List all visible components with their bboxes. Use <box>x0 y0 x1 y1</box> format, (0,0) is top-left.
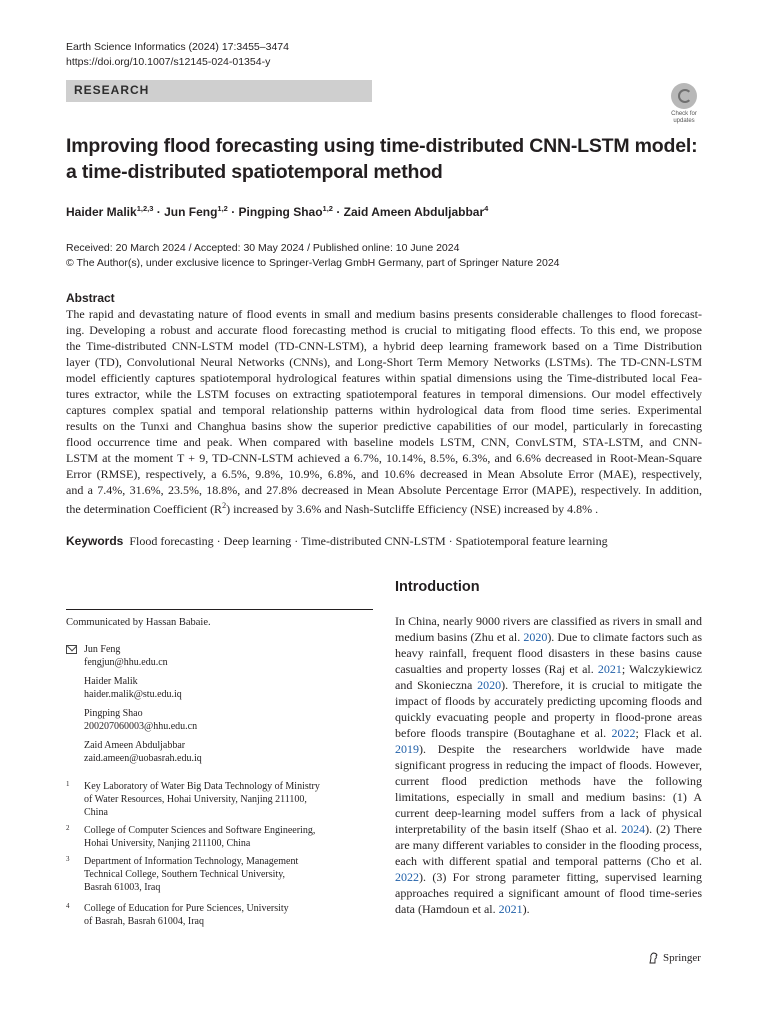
contact-name: Jun Feng <box>84 644 121 655</box>
intro-text-run: ). Due to climate factors such as heavy rainfall, frequent flood disasters in these basins cause casualties and property losses (Raj et al. <box>395 630 702 676</box>
abstract-line: the Time-distributed CNN-LSTM model (TD-CNN-LSTM), a hybrid deep learning framework based on a Time Distribution <box>66 339 702 353</box>
abstract-line: ing. Developing a robust and accurate flood forecasting method is crucial to mitigating flood effects. To this end, we propose <box>66 323 702 337</box>
author-name[interactable]: Jun Feng <box>164 205 218 219</box>
affiliation-line: College of Education for Pure Sciences, University <box>84 903 289 914</box>
citation-link[interactable]: 2022 <box>611 726 636 740</box>
author-name[interactable]: Pingping Shao <box>238 205 323 219</box>
abstract-line: model efficiently captures spatiotemporal hydrological features within spatial dimensions using the Time-distributed local Fea- <box>66 371 702 385</box>
citation-link[interactable]: 2021 <box>597 662 622 676</box>
publisher-name: Springer <box>663 952 701 964</box>
introduction-heading: Introduction <box>395 579 480 595</box>
affiliation-line: of Water Resources, Hohai University, Nanjing 211100, <box>84 794 307 805</box>
section-band <box>66 80 372 102</box>
author-affil-sup: 4 <box>484 204 489 213</box>
intro-text-run: ). Despite the researchers worldwide have made significant progress in reducing the impact of floods. However, current flood prediction methods have the following limitations, especially in small and medium basins: (1) A current deep-learning model suffers from a lack of physical interpretability of the basin itself (Shao et al. <box>395 742 702 836</box>
title-line-1: Improving flood forecasting using time-distributed CNN-LSTM model: <box>66 135 698 157</box>
keywords <box>66 534 608 549</box>
intro-text-run: ; Walczykiewicz and Skonieczna <box>395 662 702 692</box>
citation-link[interactable]: 2024 <box>621 822 646 836</box>
affiliation-line: Hohai University, Nanjing 211100, China <box>84 838 251 849</box>
affiliation-number: 3 <box>66 855 70 863</box>
contact-email[interactable]: haider.malik@stu.edu.iq <box>84 689 182 700</box>
footnote-divider <box>66 609 373 610</box>
title-line-2: a time-distributed spatiotemporal method <box>66 161 443 183</box>
section-label: RESEARCH <box>74 83 150 97</box>
abstract-line: flood occurrence time and peak. When compared with baseline models LSTM, CNN, ConvLSTM, STA-LSTM, and CNN- <box>66 435 702 449</box>
contact-name: Pingping Shao <box>84 708 143 719</box>
envelope-icon <box>66 645 77 654</box>
contact-email[interactable]: zaid.ameen@uobasrah.edu.iq <box>84 753 202 764</box>
author-affil-sup: 1,2 <box>322 204 333 213</box>
introduction-body <box>395 613 702 917</box>
affiliation-line: Department of Information Technology, Management <box>84 856 299 867</box>
affiliation-line: Technical College, Southern Technical University, <box>84 869 286 880</box>
contact-name: Zaid Ameen Abduljabbar <box>84 740 186 751</box>
contact-email[interactable]: 200207060003@hhu.edu.cn <box>84 721 198 732</box>
abstract-line: captures complex spatial and temporal relationship patterns within hydrological data from flood time series. Experimental <box>66 403 702 417</box>
citation-link[interactable]: 2019 <box>395 742 419 756</box>
author-affil-sup: 1,2 <box>217 204 228 213</box>
copyright-line: © The Author(s), under exclusive licence to Springer-Verlag GmbH Germany, part of Springer Nature 2024 <box>66 257 560 269</box>
citation-link[interactable]: 2020 <box>477 678 502 692</box>
abstract-line: layer (TD), Convolutional Neural Networks (CNNs), and Long-Short Term Memory Networks (LSTMs). The TD-CNN-LSTM <box>66 355 702 369</box>
abstract-line: Error (RMSE), respectively, a 6.5%, 9.8%, 10.9%, 6.8%, and 10.6% decreased in Mean Absolute Error (MAE), respectively, <box>66 467 702 481</box>
springer-horse-icon <box>648 952 659 964</box>
intro-text-run: In China, nearly 9000 rivers are classified as rivers in small and medium basins (Zhu et al. <box>395 614 702 644</box>
affiliation-line: Key Laboratory of Water Big Data Technology of Ministry <box>84 781 320 792</box>
check-for-updates-badge[interactable] <box>664 83 704 125</box>
publisher-mark <box>648 952 701 964</box>
intro-text-run: ; Flack et al. <box>635 726 702 740</box>
contact-entry <box>84 675 182 701</box>
abstract-line: the determination Coefficient $(R^2)$ increased by 3.6% and Nash-Sutcliffe Efficiency (NSE) increased by 4.8% . <box>66 501 599 516</box>
author-affil-sup: 1,2,3 <box>136 204 154 213</box>
author-name[interactable]: Haider Malik <box>66 205 137 219</box>
affiliation-number: 2 <box>66 824 70 832</box>
abstract-body <box>66 306 702 517</box>
affiliation-number: 1 <box>66 780 70 788</box>
intro-text-run: ). (3) For strong parameter fitting, supervised learning approaches required a significant amount of flood time-series data (Hamdoun et al. <box>395 870 702 916</box>
badge-line-1: Check for <box>671 111 697 117</box>
citation-link[interactable]: 2020 <box>523 630 548 644</box>
abstract-heading: Abstract <box>66 291 115 305</box>
abstract-line: results on the Tunxi and Changhua basins show the superior predictive capabilities of our model, particularly in forecasting <box>66 419 702 433</box>
contact-email[interactable]: fengjun@hhu.edu.cn <box>84 657 168 668</box>
abstract-line: LSTM at the moment T + 9, TD-CNN-LSTM achieved a 6.7%, 10.14%, 8.5%, 6.3%, and 6.6% decreased in Root-Mean-Square <box>66 451 702 465</box>
author-list: Haider Malik$^{1,2,3}$ · Jun Feng$^{1,2}$ · Pingping Shao$^{1,2}$ · Zaid Ameen Abduljabbar$^4$ <box>66 204 489 219</box>
contact-name: Haider Malik <box>84 676 138 687</box>
communicated-by: Communicated by Hassan Babaie. <box>66 617 211 628</box>
affiliation-line: China <box>84 807 108 818</box>
affiliation-line: Basrah 61003, Iraq <box>84 882 161 893</box>
intro-text-run: ). (2) There are many different variables to consider in the flooding process, each with different spatial and temporal patterns (Cho et al. <box>395 822 703 868</box>
abstract-line: and a 7.4%, 31.6%, 23.5%, 18.8%, and 27.8% decreased in Mean Absolute Percentage Error (MAPE), respectively. In addition, <box>66 483 702 497</box>
journal-citation: Earth Science Informatics (2024) 17:3455–3474 <box>66 41 289 53</box>
intro-text-run: ). Therefore, it is crucial to mitigate the impact of floods by accurately predicting upcoming floods and quickly evacuating people and property in flood-prone areas before floods transpire (Boutaghane et al. <box>395 678 702 740</box>
citation-link[interactable]: 2021 <box>498 902 523 916</box>
keywords-list: Flood forecasting · Deep learning · Time-distributed CNN-LSTM · Spatiotemporal feature learning <box>129 534 608 548</box>
contact-entry <box>84 643 168 669</box>
affiliation-line: College of Computer Sciences and Software Engineering, <box>84 825 316 836</box>
keywords-heading: Keywords <box>66 534 124 548</box>
intro-text-run: ). <box>522 902 530 916</box>
article-title <box>66 133 706 185</box>
publication-dates <box>66 241 560 271</box>
affiliation-number: 4 <box>66 902 70 910</box>
citation-link[interactable]: 2022 <box>395 870 419 884</box>
contact-entry <box>84 707 197 733</box>
affiliation-line: of Basrah, Basrah 61004, Iraq <box>84 916 204 927</box>
author-name[interactable]: Zaid Ameen Abduljabbar <box>343 205 485 219</box>
contact-entry <box>84 739 202 765</box>
history-dates: Received: 20 March 2024 / Accepted: 30 May 2024 / Published online: 10 June 2024 <box>66 242 460 254</box>
abstract-line: The rapid and devastating nature of flood events in small and medium basins presents considerable challenges to flood forecast- <box>66 307 702 321</box>
abstract-line: tures extractor, while the LSTM focuses on extracting spatiotemporal features in temporal dimensions. Our model effectively <box>66 387 702 401</box>
journal-header <box>66 40 289 70</box>
check-for-updates-icon <box>671 83 697 109</box>
badge-line-2: updates <box>673 117 695 124</box>
doi-link[interactable]: https://doi.org/10.1007/s12145-024-01354-y <box>66 56 271 68</box>
